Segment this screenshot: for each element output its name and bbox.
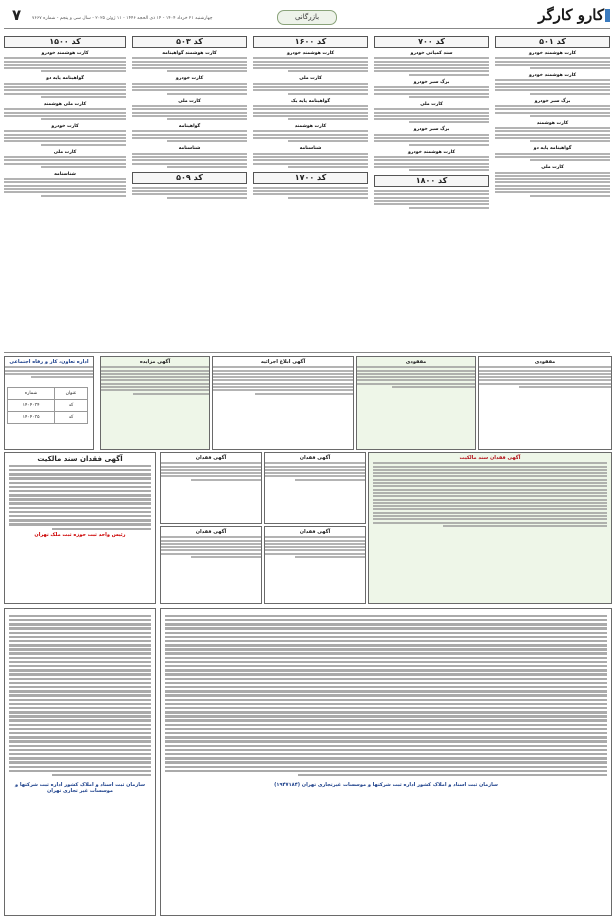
lost-box-3 [264,452,366,524]
signature: سازمان ثبت اسناد و املاک کشور اداره ثبت شرکتها و موسسات غیر تجاری تهران [14,782,146,795]
item-title: گواهینامه [178,124,201,130]
item-title: کارت هوشمند خودرو [286,51,335,56]
item-title: کارت هوشمند خودرو [528,73,577,79]
newspaper-logo: کارو کارگر [538,6,604,24]
lost-box-5 [264,526,366,604]
lost-box-4 [160,526,262,604]
notice-box-2 [478,356,612,450]
box-title: آگهی فقدان سند مالکیت [37,455,123,463]
dissolution-box [368,452,612,604]
item-title: کارت ملی [178,98,201,104]
column-code: کد ۱۶۰۰ [253,36,368,48]
item-title: شناسنامه [54,171,76,177]
section-badge: بازرگانی [277,10,337,25]
logo-mark [605,9,610,22]
divider [4,352,610,353]
column-code: کد ۵۰۳ [132,36,247,48]
column-code: کد ۵۰۱ [495,36,610,48]
box-title: آگهی فقدان [195,529,227,535]
item-title: کارت ملی [53,149,77,155]
box-title: آگهی ابلاغ اجرائیه [260,359,306,365]
date-line: چهارشنبه ۲۱ خرداد ۱۴۰۴ - ۱۴ ذی الحجه ۱۴۴۶ - ۱۱ ژوئن ۲۰۲۵ - سال سی و پنجم - شماره ۷۶۶۷ [32,16,213,21]
item-title: کارت ملی [299,76,322,82]
page-number: ۷ [12,6,22,24]
item-title: کارت هوشمند خودرو [41,51,89,56]
item-title: گواهینامه پایه دو [533,146,572,152]
box-title: آگهی فقدان سند مالکیت [459,455,521,461]
box-title: مفقودی [534,359,556,365]
box-title: آگهی فقدان [299,529,331,535]
item-title: برگ سبز خودرو [413,79,450,85]
item-title: کارت ملی هوشمند [43,101,87,107]
item-title: کارت ملی [541,165,564,171]
notice-box-1 [356,356,476,450]
column-code: کد ۱۵۰۰ [4,36,126,48]
signature: سازمان ثبت اسناد و املاک کشور اداره ثبت شرکتها و موسسات غیرتجاری تهران (۱۹۴۷۱۸۴) [274,782,498,789]
item-title: کارت هوشمند [536,120,569,126]
signature: رئیس واحد ثبت حوزه ثبت ملک تهران [34,531,126,538]
item-title: شناسنامه [299,146,322,152]
agahi-box-2 [100,356,210,450]
column-code: کد ۵۰۹ [132,172,247,184]
classified-column-2 [374,36,489,346]
table-cell: کد [55,400,88,412]
box-title: آگهی مزایده [139,359,171,365]
item-title: برگ سبز خودرو [413,127,450,133]
page-header [4,4,610,29]
table-cell: ۱۴۰۴۰۳۴ [8,400,55,412]
table-cell: ۱۴۰۴۰۳۵ [8,412,55,424]
item-title: کارت هوشمند خودرو [528,51,577,56]
classified-column-5 [4,36,126,346]
item-title: کارت هوشمند [294,124,327,130]
registry-notice-right [160,608,612,916]
box-title: مفقودی [405,359,427,365]
column-code: کد ۱۸۰۰ [374,175,489,187]
item-title: شناسنامه [178,146,201,152]
agahi-box-1 [212,356,354,450]
table-header: عنوان [55,388,88,400]
box-title: آگهی فقدان [195,455,227,461]
item-title: کارت خودرو [51,124,79,130]
box-title: آگهی فقدان [299,455,331,461]
item-title: کارت هوشمند خودرو [407,149,456,155]
lost-box-2 [160,452,262,524]
registry-notice-left [4,608,156,916]
table-cell: کد [55,412,88,424]
notice-table [7,387,88,424]
classified-column-3 [253,36,368,346]
item-title: کارت ملی [420,101,443,107]
item-title: سند کمپانی خودرو [410,51,453,56]
item-title: کارت خودرو [175,76,204,82]
lost-deed-box [4,452,156,604]
classified-column-4 [132,36,247,346]
item-title: گواهینامه پایه دو [46,76,84,82]
column-code: کد ۷۰۰ [374,36,489,48]
item-title: گواهینامه پایه یک [290,98,330,104]
item-title: برگ سبز خودرو [534,98,571,104]
box-title: اداره تعاون، کار و رفاه اجتماعی [9,359,89,365]
table-header: شماره [8,388,55,400]
item-title: کارت هوشمند گواهینامه [162,51,217,56]
column-code: کد ۱۷۰۰ [253,172,368,184]
classified-column-1 [495,36,610,346]
